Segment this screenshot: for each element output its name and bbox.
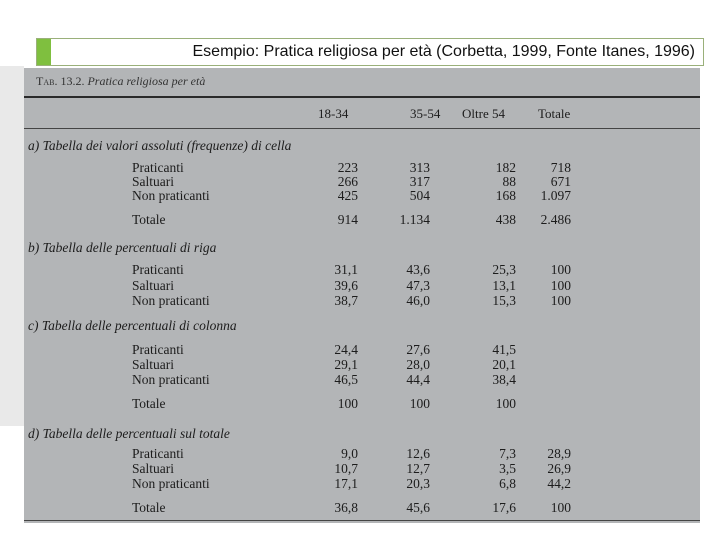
table-cell: 12,7: [406, 461, 430, 476]
table-cell: 718: [550, 160, 571, 175]
col-header-totale: Totale: [538, 106, 571, 121]
scanned-table: [24, 68, 700, 523]
table-cell: 41,5: [492, 342, 516, 357]
row-label: Saltuari: [132, 461, 174, 476]
table-cell: 100: [550, 500, 571, 515]
table-cell: 1.134: [399, 212, 430, 227]
table-cell: 44,2: [547, 476, 571, 491]
table-cell: 15,3: [492, 293, 516, 308]
table-cell: 223: [337, 160, 358, 175]
table-cell: 46,5: [334, 372, 358, 387]
table-cell: 24,4: [334, 342, 358, 357]
table-cell: 9,0: [341, 446, 358, 461]
table-cell: 45,6: [406, 500, 430, 515]
table-cell: 100: [409, 396, 430, 411]
table-cell: 43,6: [406, 262, 430, 277]
row-label: Totale: [132, 396, 166, 411]
row-label: Totale: [132, 212, 166, 227]
table-cell: 100: [550, 262, 571, 277]
bottom-rule: [24, 520, 700, 521]
table-cell: 266: [337, 174, 358, 189]
table-cell: 28,0: [406, 357, 430, 372]
table-cell: 7,3: [499, 446, 516, 461]
table-cell: 313: [409, 160, 430, 175]
table-cell: 88: [502, 174, 516, 189]
table-cell: 27,6: [406, 342, 430, 357]
table-cell: 28,9: [547, 446, 571, 461]
table-cell: 44,4: [406, 372, 430, 387]
table-caption-title: Pratica religiosa per età: [87, 74, 206, 88]
table-cell: 425: [337, 188, 358, 203]
table-cell: 914: [337, 212, 358, 227]
title-accent-bar: [37, 39, 51, 65]
table-cell: 46,0: [406, 293, 430, 308]
row-label: Saltuari: [132, 357, 174, 372]
table-cell: 100: [550, 278, 571, 293]
left-margin-strip: [0, 66, 24, 426]
table-caption: [36, 74, 205, 89]
row-label: Praticanti: [132, 342, 184, 357]
table-caption-label: Tab. 13.2.: [36, 74, 85, 88]
row-label: Saltuari: [132, 278, 174, 293]
table-cell: 38,4: [492, 372, 516, 387]
table-cell: 38,7: [334, 293, 358, 308]
table-cell: 2.486: [540, 212, 571, 227]
row-label: Praticanti: [132, 160, 184, 175]
table-cell: 25,3: [492, 262, 516, 277]
table-cell: 47,3: [406, 278, 430, 293]
table-cell: 29,1: [334, 357, 358, 372]
table-cell: 26,9: [547, 461, 571, 476]
table-cell: 671: [550, 174, 571, 189]
table-cell: 504: [409, 188, 430, 203]
slide-title-bar: [36, 38, 704, 66]
table-cell: 1.097: [540, 188, 571, 203]
table-cell: 3,5: [499, 461, 516, 476]
table-cell: 36,8: [334, 500, 358, 515]
table-cell: 13,1: [492, 278, 516, 293]
row-label: Praticanti: [132, 446, 184, 461]
table-cell: 168: [495, 188, 516, 203]
table-cell: 317: [409, 174, 430, 189]
table-cell: 39,6: [334, 278, 358, 293]
section-title: a) Tabella dei valori assoluti (frequenze) di cella: [28, 138, 292, 153]
table-cell: 100: [550, 293, 571, 308]
row-label: Non praticanti: [132, 476, 210, 491]
top-rule: [24, 96, 700, 98]
table-cell: 438: [495, 212, 516, 227]
row-label: Totale: [132, 500, 166, 515]
table-cell: 31,1: [334, 262, 358, 277]
table-cell: 17,1: [334, 476, 358, 491]
table-cell: 20,1: [492, 357, 516, 372]
table-cell: 20,3: [406, 476, 430, 491]
table-cell: 100: [337, 396, 358, 411]
table-cell: 182: [495, 160, 516, 175]
table-cell: 10,7: [334, 461, 358, 476]
section-title: d) Tabella delle percentuali sul totale: [28, 426, 230, 441]
table-cell: 100: [495, 396, 516, 411]
row-label: Non praticanti: [132, 293, 210, 308]
header-rule: [24, 128, 700, 129]
col-header-18-34: 18-34: [318, 106, 349, 121]
table-cell: 6,8: [499, 476, 516, 491]
row-label: Non praticanti: [132, 188, 210, 203]
col-header-35-54: 35-54: [410, 106, 441, 121]
row-label: Saltuari: [132, 174, 174, 189]
row-label: Praticanti: [132, 262, 184, 277]
table-cell: 17,6: [492, 500, 516, 515]
slide-title: Esempio: Pratica religiosa per età (Corbetta, 1999, Fonte Itanes, 1996): [192, 43, 695, 60]
section-title: b) Tabella delle percentuali di riga: [28, 240, 217, 255]
section-title: c) Tabella delle percentuali di colonna: [28, 318, 237, 333]
row-label: Non praticanti: [132, 372, 210, 387]
col-header-oltre-54: Oltre 54: [462, 106, 505, 121]
table-cell: 12,6: [406, 446, 430, 461]
